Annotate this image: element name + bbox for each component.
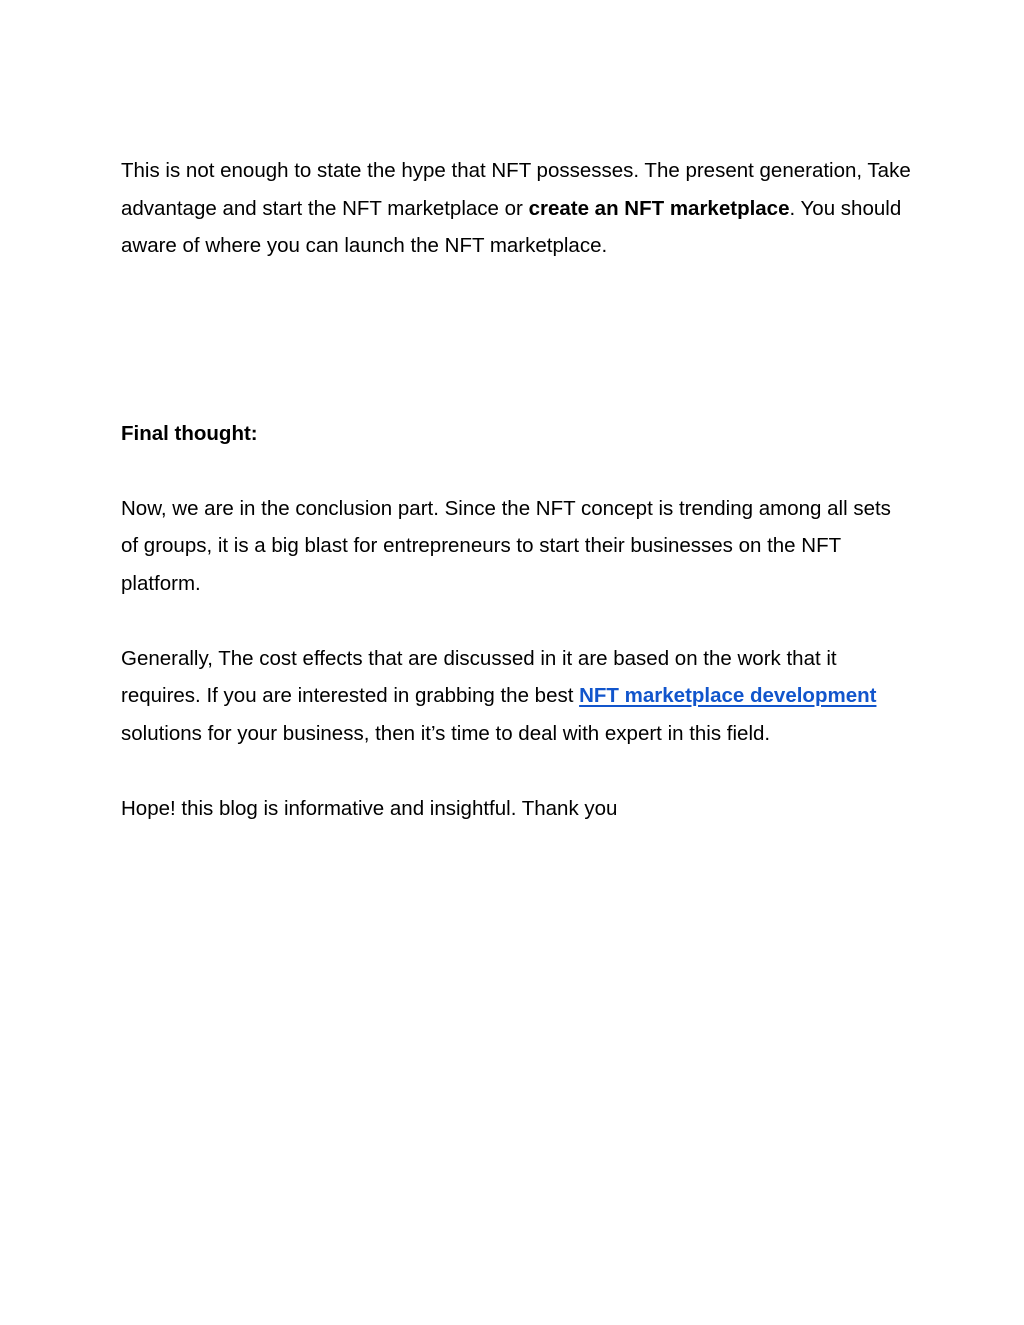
cost-text-start: Generally, The cost effects that are discussed in it are based on the work that it requires. If you are interested in grabbing the best <box>121 646 837 707</box>
document-body <box>121 152 911 827</box>
intro-text-start: This is not enough to state the hype that NFT possesses. The present generation, Take advantage and start the NFT marketplace or <box>121 159 911 220</box>
intro-paragraph <box>121 152 911 265</box>
intro-bold-phrase: create an NFT marketplace <box>528 196 790 220</box>
section-heading: Final thought: <box>121 421 258 445</box>
closing-paragraph: Hope! this blog is informative and insightful. Thank you <box>121 796 618 820</box>
nft-marketplace-development-link[interactable]: NFT marketplace development <box>579 684 877 707</box>
conclusion-paragraph: Now, we are in the conclusion part. Since the NFT concept is trending among all sets of groups, it is a big blast for entrepreneurs to start their businesses on the NFT platform. <box>121 496 891 595</box>
intro-text-end: . You should aware of where you can launch the NFT marketplace. <box>121 196 902 257</box>
cost-text-end: solutions for your business, then it’s time to deal with expert in this field. <box>121 721 771 745</box>
cost-paragraph <box>121 640 911 753</box>
